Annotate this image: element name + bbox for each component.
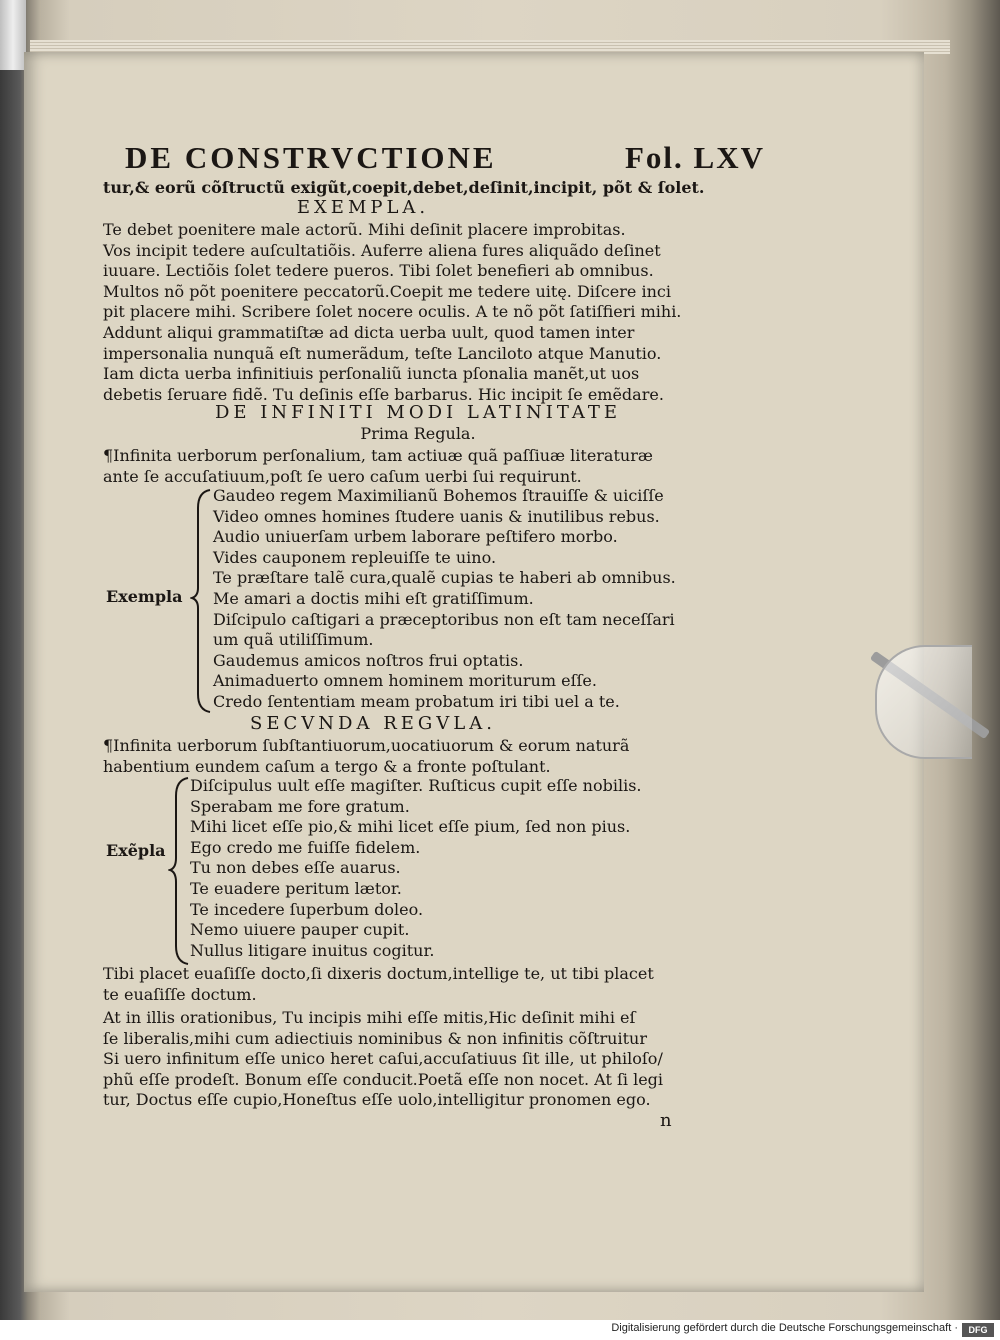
text-line: Addunt aliqui grammatiſtæ ad dicta uerba uult, quod tamen inter <box>103 322 635 342</box>
examples-label-2: Exẽpla <box>106 841 166 860</box>
text-line: ¶Infinita uerborum ſubſtantiuorum,uocatiuorum & eorum naturã <box>103 736 630 755</box>
example-line: Diſcipulo caſtigari a præceptoribus non eſt tam neceſſari <box>213 609 675 629</box>
section-heading-1: DE INFINITI MODI LATINITATE <box>214 402 622 423</box>
example-line: Me amari a doctis mihi eſt gratiſſimum. <box>213 588 534 608</box>
text-line: Iam dicta uerba infinitiuis perſonaliũ iuncta pſonalia manẽt,ut uos <box>103 364 640 384</box>
bookmark-ribbon <box>0 0 26 70</box>
examples-label-1: Exempla <box>106 587 183 606</box>
text-line: Si uero infinitum eſſe unico heret caſui,accuſatiuus ſit ille, ut philoſo/ <box>103 1049 663 1069</box>
example-line: Gaudemus amicos noſtros frui optatis. <box>213 650 524 670</box>
brace-1 <box>190 488 214 714</box>
example-line: Tu non debes eſſe auarus. <box>190 858 401 878</box>
text-line: Te debet poenitere male actorũ. Mihi deſinit placere improbitas. <box>103 220 626 239</box>
brace-2 <box>168 776 192 966</box>
text-line: te euaſiſſe doctum. <box>103 984 257 1004</box>
rule-1 <box>103 446 873 487</box>
text-line: iuuare. Lectiõis ſolet tedere pueros. Tibi ſolet benefieri ab omnibus. <box>103 261 654 281</box>
example-line: Sperabam me fore gratum. <box>190 796 410 816</box>
text-line: ante ſe accuſatiuum,poſt ſe uero caſum uerbi ſui requirunt. <box>103 466 582 486</box>
footer-credit: Digitalisierung gefördert durch die Deutsche Forschungsgemeinschaft · <box>611 1322 958 1334</box>
text-line: tur, Doctus eſſe cupio,Honeſtus eſſe uolo,intelligitur pronomen ego. <box>103 1090 651 1110</box>
example-line: Te præſtare talẽ cura,qualẽ cupias te haberi ab omnibus. <box>213 568 676 588</box>
example-line: Te incedere ſuperbum doleo. <box>190 899 424 919</box>
examples-list-2 <box>190 776 642 961</box>
text-line: debetis ſeruare fidẽ. Tu deſinis eſſe barbarus. Hic incipit ſe emẽdare. <box>103 384 664 404</box>
text-line: phũ eſſe prodeſt. Bonum eſſe conducit.Poetã eſſe non nocet. At ſi legi <box>103 1069 664 1089</box>
example-line: Te euadere peritum lætor. <box>190 878 402 898</box>
text-line: impersonalia nunquã eſt numerãdum, teſte Lanciloto atque Manutio. <box>103 343 662 363</box>
exempla-heading: EXEMPLA. <box>296 197 430 218</box>
text-line: pit placere mihi. Scribere ſolet nocere oculis. A te nõ põt ſatiſfieri mihi. <box>103 302 682 322</box>
example-line: um quã utiliſſimum. <box>213 630 374 650</box>
dfg-logo: DFG <box>962 1323 994 1337</box>
example-line: Vides cauponem repleuiſſe te uino. <box>213 547 497 567</box>
examples-list-1 <box>213 486 676 713</box>
intro-line: tur,& eorũ cõſtructũ exigũt,coepit,debet,deſinit,incipit, põt & ſolet. <box>103 178 705 197</box>
text-line: Tibi placet euaſiſſe docto,ſi dixeris doctum,intellige te, ut tibi placet <box>103 964 654 983</box>
text-line: ſe liberalis,mihi cum adiectiuis nominibus & non infinitis cõſtruitur <box>103 1028 647 1048</box>
folio-number: Fol. LXV <box>625 140 765 175</box>
signature-mark: n <box>660 1110 672 1131</box>
page-clip <box>875 645 972 759</box>
paragraph-1 <box>103 220 873 405</box>
example-line: Animaduerto omnem hominem moriturum eſſe. <box>213 671 597 691</box>
text-line: Multos nõ põt poenitere peccatorũ.Coepit me tedere uitę. Diſcere inci <box>103 281 671 301</box>
example-line: Credo ſententiam meam probatum iri tibi uel a te. <box>213 691 620 711</box>
example-line: Gaudeo regem Maximilianũ Bohemos ſtrauiſſe & uiciſſe <box>213 486 664 505</box>
section-heading-2: SECVNDA REGVLA. <box>250 713 496 734</box>
text-line: habentium eundem caſum a tergo & a fronte poſtulant. <box>103 756 551 776</box>
paragraph-3 <box>103 1008 873 1111</box>
rule-2 <box>103 736 873 777</box>
page-header <box>125 140 765 176</box>
example-line: Nullus litigare inuitus cogitur. <box>190 940 435 960</box>
text-line: At in illis orationibus, Tu incipis mihi eſſe mitis,Hic deſinit mihi eſ <box>103 1008 636 1027</box>
paragraph-2 <box>103 964 873 1005</box>
example-line: Nemo uiuere pauper cupit. <box>190 920 410 940</box>
text-line: Vos incipit tedere auſcultatiõis. Auferre aliena fures aliquãdo deſinet <box>103 240 661 260</box>
example-line: Diſcipulus uult eſſe magiſter. Ruſticus cupit eſſe nobilis. <box>190 776 642 795</box>
text-line: ¶Infinita uerborum perſonalium, tam actiuæ quã paſſiuæ literaturæ <box>103 446 653 465</box>
running-title: DE CONSTRVCTIONE <box>125 140 497 175</box>
example-line: Audio uniuerſam urbem laborare peſtifero morbo. <box>213 527 618 547</box>
example-line: Video omnes homines ſtudere uanis & inutilibus rebus. <box>213 506 660 526</box>
example-line: Mihi licet eſſe pio,& mihi licet eſſe pium, ſed non pius. <box>190 817 631 837</box>
example-line: Ego credo me fuiſſe fidelem. <box>190 837 421 857</box>
section-subheading-1: Prima Regula. <box>360 424 476 443</box>
